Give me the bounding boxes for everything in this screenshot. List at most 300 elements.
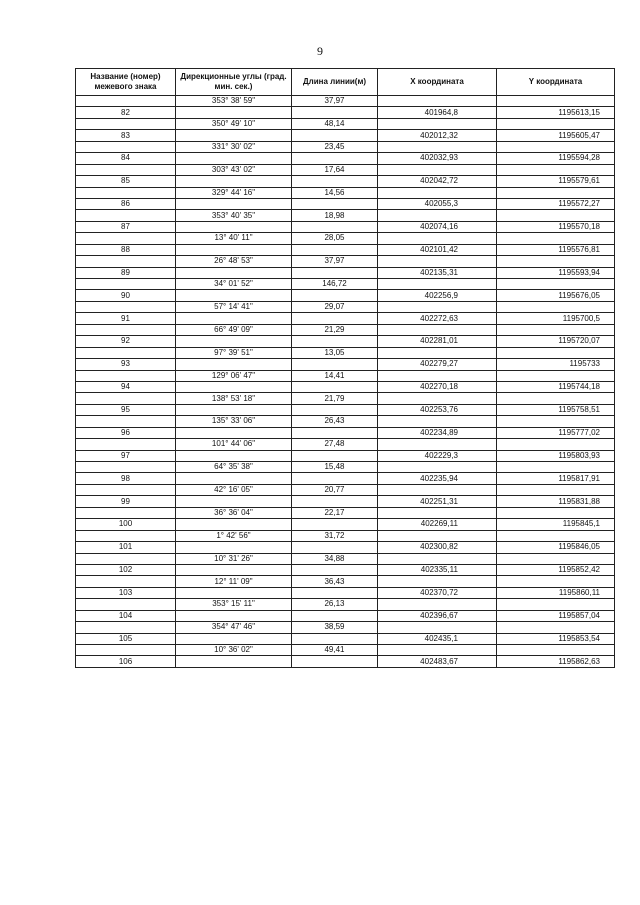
cell-name: [76, 553, 176, 564]
cell-x: [378, 233, 497, 244]
cell-y: [497, 370, 615, 381]
cell-name: [76, 210, 176, 221]
cell-length: [292, 404, 378, 415]
cell-y: 1195857,04: [497, 610, 615, 621]
cell-angle: [176, 336, 292, 347]
cell-name: [76, 279, 176, 290]
cell-name: 101: [76, 542, 176, 553]
cell-angle: [176, 633, 292, 644]
cell-name: 82: [76, 107, 176, 118]
cell-name: [76, 507, 176, 518]
cell-y: 1195700,5: [497, 313, 615, 324]
cell-y: [497, 622, 615, 633]
cell-angle: 34° 01' 52": [176, 279, 292, 290]
table-row: [76, 107, 615, 118]
cell-y: [497, 233, 615, 244]
cell-angle: 13° 40' 11": [176, 233, 292, 244]
table-row: [76, 416, 615, 427]
cell-x: [378, 301, 497, 312]
cell-length: 38,59: [292, 622, 378, 633]
table-row: [76, 576, 615, 587]
table-row: [76, 279, 615, 290]
table-row: [76, 564, 615, 575]
table-row: [76, 198, 615, 209]
cell-name: 100: [76, 519, 176, 530]
cell-x: 402483,67: [378, 656, 497, 667]
cell-x: [378, 576, 497, 587]
table-row: [76, 336, 615, 347]
cell-x: 402055,3: [378, 198, 497, 209]
cell-name: [76, 324, 176, 335]
cell-y: [497, 187, 615, 198]
cell-length: [292, 564, 378, 575]
cell-y: [497, 462, 615, 473]
cell-name: [76, 645, 176, 656]
cell-length: 26,43: [292, 416, 378, 427]
cell-name: 105: [76, 633, 176, 644]
table-row: [76, 473, 615, 484]
cell-name: 96: [76, 427, 176, 438]
cell-y: [497, 599, 615, 610]
cell-x: 401964,8: [378, 107, 497, 118]
cell-y: 1195572,27: [497, 198, 615, 209]
table-row: [76, 244, 615, 255]
cell-name: [76, 233, 176, 244]
table-row: [76, 610, 615, 621]
cell-x: 402032,93: [378, 153, 497, 164]
cell-x: 402272,63: [378, 313, 497, 324]
cell-name: 89: [76, 267, 176, 278]
table-row: [76, 187, 615, 198]
cell-y: 1195720,07: [497, 336, 615, 347]
cell-angle: 97° 39' 51": [176, 347, 292, 358]
table-row: [76, 450, 615, 461]
cell-x: 402396,67: [378, 610, 497, 621]
table-row: [76, 496, 615, 507]
cell-x: [378, 279, 497, 290]
cell-name: 90: [76, 290, 176, 301]
cell-length: [292, 542, 378, 553]
cell-x: [378, 141, 497, 152]
cell-y: 1195862,63: [497, 656, 615, 667]
cell-name: 95: [76, 404, 176, 415]
table-row: [76, 153, 615, 164]
cell-name: [76, 370, 176, 381]
table-row: [76, 519, 615, 530]
cell-name: 84: [76, 153, 176, 164]
table-row: [76, 622, 615, 633]
cell-x: 402042,72: [378, 176, 497, 187]
cell-angle: [176, 290, 292, 301]
cell-name: [76, 530, 176, 541]
table-row: [76, 542, 615, 553]
cell-y: [497, 484, 615, 495]
cell-angle: 10° 31' 26": [176, 553, 292, 564]
cell-name: 88: [76, 244, 176, 255]
cell-name: 85: [76, 176, 176, 187]
table-row: [76, 599, 615, 610]
cell-y: 1195570,18: [497, 221, 615, 232]
cell-y: 1195576,81: [497, 244, 615, 255]
cell-x: [378, 507, 497, 518]
cell-y: [497, 256, 615, 267]
cell-angle: 66° 49' 09": [176, 324, 292, 335]
table-row: [76, 221, 615, 232]
cell-y: 1195593,94: [497, 267, 615, 278]
cell-name: [76, 96, 176, 107]
cell-name: 83: [76, 130, 176, 141]
cell-angle: 57° 14' 41": [176, 301, 292, 312]
cell-angle: [176, 473, 292, 484]
cell-length: 20,77: [292, 484, 378, 495]
cell-length: [292, 153, 378, 164]
cell-name: [76, 141, 176, 152]
table-row: [76, 130, 615, 141]
cell-angle: 353° 38' 59": [176, 96, 292, 107]
table-row: [76, 176, 615, 187]
table-row: [76, 256, 615, 267]
header-angle: Дирекционные углы (град. мин. сек.): [176, 69, 292, 96]
cell-y: [497, 507, 615, 518]
table-row: [76, 301, 615, 312]
cell-length: [292, 610, 378, 621]
cell-length: [292, 336, 378, 347]
table-row: [76, 507, 615, 518]
cell-x: 402253,76: [378, 404, 497, 415]
cell-length: 48,14: [292, 118, 378, 129]
table-row: [76, 427, 615, 438]
cell-y: [497, 279, 615, 290]
cell-angle: [176, 404, 292, 415]
cell-length: [292, 473, 378, 484]
cell-x: 402435,1: [378, 633, 497, 644]
cell-y: [497, 347, 615, 358]
cell-y: 1195860,11: [497, 587, 615, 598]
cell-angle: 353° 40' 35": [176, 210, 292, 221]
cell-x: 402101,42: [378, 244, 497, 255]
cell-x: [378, 347, 497, 358]
cell-name: 93: [76, 359, 176, 370]
table-row: [76, 587, 615, 598]
cell-x: [378, 96, 497, 107]
cell-name: 92: [76, 336, 176, 347]
cell-x: [378, 256, 497, 267]
cell-x: [378, 370, 497, 381]
cell-angle: 138° 53' 18": [176, 393, 292, 404]
cell-x: [378, 530, 497, 541]
cell-angle: 331° 30' 02": [176, 141, 292, 152]
cell-x: 402234,89: [378, 427, 497, 438]
cell-y: [497, 645, 615, 656]
cell-x: 402300,82: [378, 542, 497, 553]
cell-name: [76, 301, 176, 312]
cell-name: [76, 256, 176, 267]
cell-angle: [176, 427, 292, 438]
cell-length: 34,88: [292, 553, 378, 564]
cell-angle: 64° 35' 38": [176, 462, 292, 473]
table-row: [76, 233, 615, 244]
cell-length: 21,29: [292, 324, 378, 335]
cell-angle: 135° 33' 06": [176, 416, 292, 427]
page-number: 9: [317, 44, 323, 58]
table-row: [76, 530, 615, 541]
cell-y: [497, 553, 615, 564]
table-row: [76, 484, 615, 495]
cell-length: 18,98: [292, 210, 378, 221]
cell-angle: [176, 244, 292, 255]
cell-x: [378, 484, 497, 495]
cell-angle: 353° 15' 11": [176, 599, 292, 610]
cell-x: 402251,31: [378, 496, 497, 507]
cell-length: [292, 427, 378, 438]
cell-x: [378, 187, 497, 198]
cell-length: [292, 290, 378, 301]
table-row: [76, 645, 615, 656]
cell-y: 1195831,88: [497, 496, 615, 507]
cell-y: [497, 393, 615, 404]
cell-length: 26,13: [292, 599, 378, 610]
cell-angle: 12° 11' 09": [176, 576, 292, 587]
cell-name: [76, 347, 176, 358]
cell-y: [497, 324, 615, 335]
cell-angle: [176, 450, 292, 461]
cell-angle: [176, 587, 292, 598]
table-row: [76, 656, 615, 667]
cell-name: 91: [76, 313, 176, 324]
cell-length: [292, 313, 378, 324]
cell-name: 104: [76, 610, 176, 621]
cell-name: [76, 484, 176, 495]
cell-y: 1195676,05: [497, 290, 615, 301]
cell-length: 37,97: [292, 96, 378, 107]
cell-length: 27,48: [292, 439, 378, 450]
table-row: [76, 370, 615, 381]
cell-length: [292, 359, 378, 370]
cell-length: [292, 176, 378, 187]
cell-name: 103: [76, 587, 176, 598]
cell-x: [378, 164, 497, 175]
cell-angle: 350° 49' 10": [176, 118, 292, 129]
cell-y: [497, 416, 615, 427]
cell-y: [497, 118, 615, 129]
cell-length: [292, 587, 378, 598]
cell-x: 402270,18: [378, 381, 497, 392]
cell-length: [292, 198, 378, 209]
cell-name: 98: [76, 473, 176, 484]
cell-angle: [176, 153, 292, 164]
cell-angle: [176, 564, 292, 575]
cell-length: 31,72: [292, 530, 378, 541]
table-row: [76, 347, 615, 358]
cell-length: 23,45: [292, 141, 378, 152]
cell-x: 402281,01: [378, 336, 497, 347]
header-y: Y координата: [497, 69, 615, 96]
cell-angle: [176, 496, 292, 507]
cell-y: [497, 439, 615, 450]
cell-length: [292, 450, 378, 461]
cell-length: 37,97: [292, 256, 378, 267]
cell-length: 17,64: [292, 164, 378, 175]
table-header-row: [76, 69, 615, 96]
table-row: [76, 118, 615, 129]
table-row: [76, 633, 615, 644]
cell-name: [76, 393, 176, 404]
cell-x: 402012,32: [378, 130, 497, 141]
cell-length: 22,17: [292, 507, 378, 518]
cell-y: 1195777,02: [497, 427, 615, 438]
header-x: X координата: [378, 69, 497, 96]
cell-angle: [176, 198, 292, 209]
cell-angle: [176, 313, 292, 324]
cell-y: [497, 164, 615, 175]
cell-name: [76, 576, 176, 587]
cell-x: 402256,9: [378, 290, 497, 301]
table-row: [76, 462, 615, 473]
cell-y: 1195852,42: [497, 564, 615, 575]
cell-name: 97: [76, 450, 176, 461]
cell-x: 402335,11: [378, 564, 497, 575]
header-name: Название (номер) межевого знака: [76, 69, 176, 96]
cell-name: [76, 118, 176, 129]
cell-y: [497, 576, 615, 587]
cell-name: 102: [76, 564, 176, 575]
cell-length: 28,05: [292, 233, 378, 244]
cell-name: [76, 599, 176, 610]
cell-length: [292, 381, 378, 392]
cell-length: 14,56: [292, 187, 378, 198]
cell-name: [76, 416, 176, 427]
table-row: [76, 96, 615, 107]
cell-length: 36,43: [292, 576, 378, 587]
cell-angle: [176, 221, 292, 232]
cell-x: [378, 118, 497, 129]
table-row: [76, 439, 615, 450]
cell-angle: [176, 381, 292, 392]
cell-x: [378, 553, 497, 564]
cell-angle: 354° 47' 46": [176, 622, 292, 633]
cell-length: 14,41: [292, 370, 378, 381]
cell-x: [378, 645, 497, 656]
cell-x: [378, 462, 497, 473]
cell-angle: [176, 130, 292, 141]
cell-angle: 129° 06' 47": [176, 370, 292, 381]
cell-length: 146,72: [292, 279, 378, 290]
cell-length: [292, 267, 378, 278]
cell-length: [292, 244, 378, 255]
cell-name: 99: [76, 496, 176, 507]
cell-x: [378, 622, 497, 633]
cell-angle: 1° 42' 56": [176, 530, 292, 541]
cell-name: [76, 622, 176, 633]
cell-x: [378, 416, 497, 427]
cell-y: [497, 96, 615, 107]
cell-angle: 42° 16' 05": [176, 484, 292, 495]
cell-x: [378, 599, 497, 610]
table-row: [76, 381, 615, 392]
cell-x: 402229,3: [378, 450, 497, 461]
cell-angle: 101° 44' 06": [176, 439, 292, 450]
cell-angle: [176, 610, 292, 621]
cell-name: 106: [76, 656, 176, 667]
table-row: [76, 324, 615, 335]
cell-name: [76, 462, 176, 473]
cell-angle: 329° 44' 16": [176, 187, 292, 198]
table-row: [76, 267, 615, 278]
cell-y: 1195744,18: [497, 381, 615, 392]
cell-name: 86: [76, 198, 176, 209]
table-row: [76, 313, 615, 324]
cell-length: [292, 221, 378, 232]
cell-x: 402135,31: [378, 267, 497, 278]
cell-y: 1195733: [497, 359, 615, 370]
cell-length: [292, 130, 378, 141]
table-body: [76, 96, 615, 668]
cell-name: 94: [76, 381, 176, 392]
cell-name: [76, 187, 176, 198]
cell-name: [76, 439, 176, 450]
cell-x: [378, 439, 497, 450]
cell-length: 13,05: [292, 347, 378, 358]
cell-length: [292, 107, 378, 118]
cell-angle: [176, 107, 292, 118]
cell-name: 87: [76, 221, 176, 232]
table-row: [76, 210, 615, 221]
cell-y: 1195579,61: [497, 176, 615, 187]
cell-x: [378, 393, 497, 404]
cell-angle: 26° 48' 53": [176, 256, 292, 267]
cell-length: 49,41: [292, 645, 378, 656]
table-row: [76, 553, 615, 564]
cell-x: 402370,72: [378, 587, 497, 598]
cell-y: 1195845,1: [497, 519, 615, 530]
cell-angle: 36° 36' 04": [176, 507, 292, 518]
cell-angle: [176, 656, 292, 667]
cell-y: 1195594,28: [497, 153, 615, 164]
cell-y: [497, 141, 615, 152]
cell-x: 402235,94: [378, 473, 497, 484]
cell-angle: [176, 176, 292, 187]
cell-angle: 10° 36' 02": [176, 645, 292, 656]
cell-y: 1195758,51: [497, 404, 615, 415]
cell-x: [378, 210, 497, 221]
table-row: [76, 141, 615, 152]
cell-y: 1195853,54: [497, 633, 615, 644]
header-length: Длина линии(м): [292, 69, 378, 96]
cell-angle: [176, 542, 292, 553]
cell-length: [292, 656, 378, 667]
table-row: [76, 164, 615, 175]
cell-name: [76, 164, 176, 175]
cell-angle: [176, 519, 292, 530]
cell-angle: 303° 43' 02": [176, 164, 292, 175]
cell-y: [497, 210, 615, 221]
cell-x: [378, 324, 497, 335]
cell-y: [497, 301, 615, 312]
cell-y: [497, 530, 615, 541]
cell-y: 1195605,47: [497, 130, 615, 141]
cell-length: 21,79: [292, 393, 378, 404]
table-row: [76, 393, 615, 404]
cell-length: [292, 519, 378, 530]
cell-length: [292, 633, 378, 644]
cell-x: 402279,27: [378, 359, 497, 370]
table-row: [76, 290, 615, 301]
cell-length: 15,48: [292, 462, 378, 473]
cell-angle: [176, 267, 292, 278]
cell-x: 402269,11: [378, 519, 497, 530]
table-row: [76, 359, 615, 370]
cell-y: 1195817,91: [497, 473, 615, 484]
